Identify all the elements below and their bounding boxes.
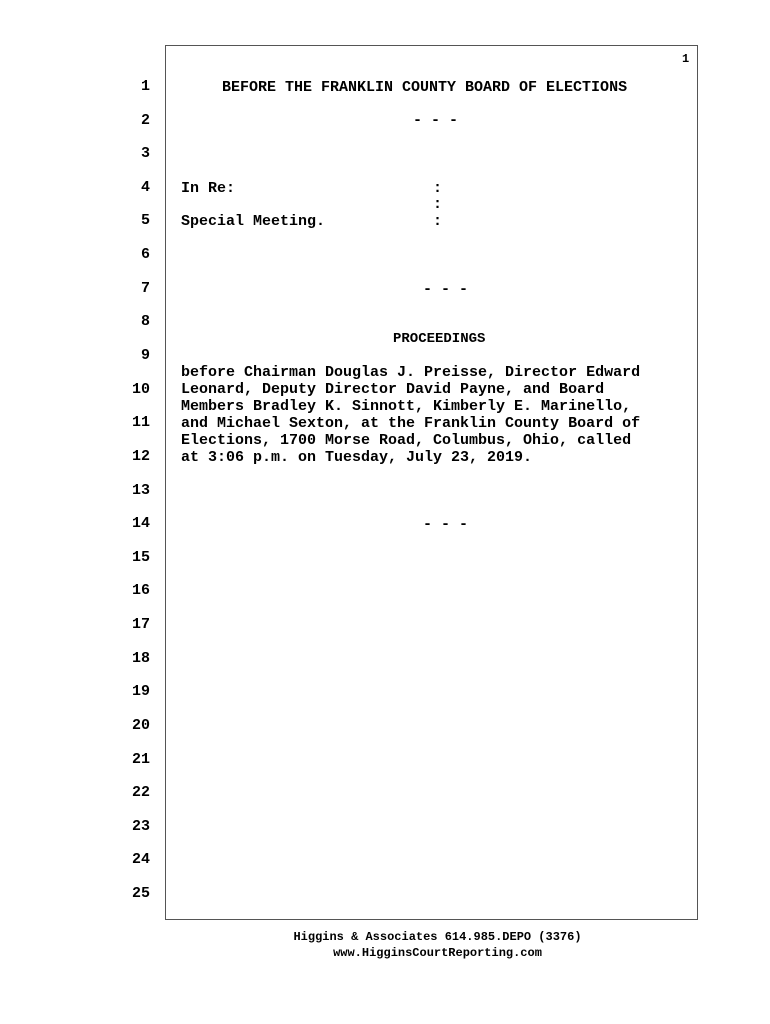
body-line: Members Bradley K. Sinnott, Kimberly E. Marinello, [181,398,632,415]
line-number: 7 [140,280,150,297]
line-number: 9 [140,347,150,364]
line-number: 15 [131,549,150,566]
body-line: and Michael Sexton, at the Franklin County Board of [181,415,641,432]
line-number: 25 [131,885,150,902]
line-number: 23 [131,818,150,835]
line-number: 12 [131,448,150,465]
separator-dashes: - - - [423,281,469,298]
line-number: 13 [131,482,150,499]
board-heading: BEFORE THE FRANKLIN COUNTY BOARD OF ELECTIONS [222,79,628,96]
line-number: 4 [140,179,150,196]
line-number: 11 [131,414,150,431]
separator-dashes: - - - [423,516,469,533]
in-re-label: In Re: [181,180,236,197]
line-number: 16 [131,582,150,599]
line-number: 6 [140,246,150,263]
line-number: 18 [131,650,150,667]
meeting-label: Special Meeting. [181,213,326,230]
line-number: 10 [131,381,150,398]
line-number: 24 [131,851,150,868]
line-number: 22 [131,784,150,801]
caption-colon: : [433,196,443,213]
line-number: 1 [140,78,150,95]
body-line: Leonard, Deputy Director David Payne, and Board [181,381,605,398]
caption-colon: : [433,213,443,230]
proceedings-title: PROCEEDINGS [393,331,486,347]
line-number: 5 [140,212,150,229]
line-number: 20 [131,717,150,734]
body-line: Elections, 1700 Morse Road, Columbus, Ohio, called [181,432,632,449]
line-number: 2 [140,112,150,129]
line-number: 14 [131,515,150,532]
transcript-page-frame [165,45,698,920]
body-line: before Chairman Douglas J. Preisse, Director Edward [181,364,641,381]
caption-colon: : [433,180,443,197]
line-number: 17 [131,616,150,633]
line-number: 3 [140,145,150,162]
footer-website: www.HigginsCourtReporting.com [333,946,542,960]
footer-company: Higgins & Associates 614.985.DEPO (3376) [293,930,582,944]
line-number: 19 [131,683,150,700]
line-number: 8 [140,313,150,330]
line-number: 21 [131,751,150,768]
separator-dashes: - - - [413,112,459,129]
body-line: at 3:06 p.m. on Tuesday, July 23, 2019. [181,449,533,466]
page-number: 1 [682,52,690,66]
